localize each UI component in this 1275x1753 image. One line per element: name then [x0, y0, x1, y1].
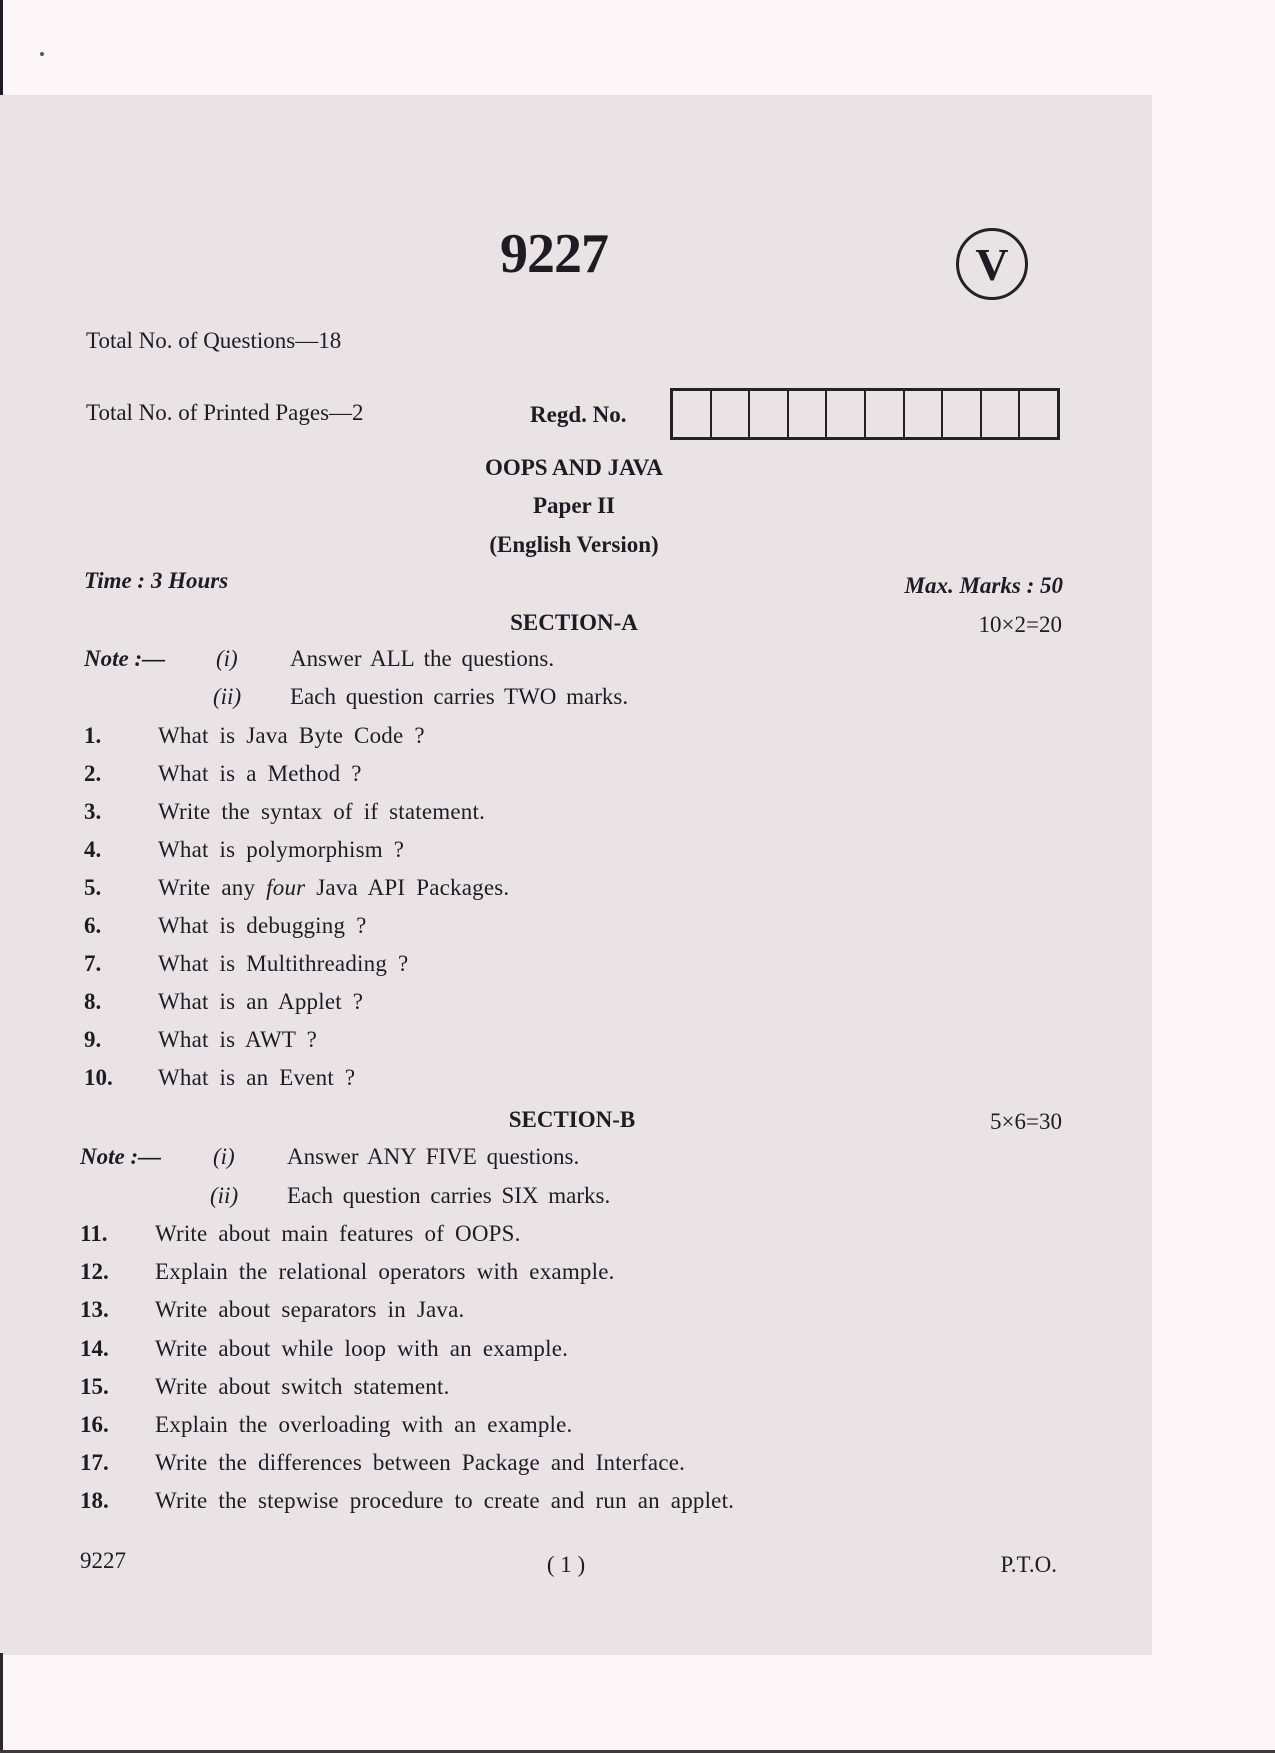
regd-no-label: Regd. No.: [530, 402, 627, 427]
note-text: Each question carries TWO marks.: [290, 684, 629, 709]
regd-no-box[interactable]: [789, 391, 828, 437]
subject-title: OOPS AND JAVA: [484, 455, 664, 480]
regd-no-box[interactable]: [943, 391, 982, 437]
pto-label: P.T.O.: [1000, 1552, 1057, 1577]
question-text: Write about main features of OOPS.: [155, 1221, 521, 1246]
version-label: (English Version): [489, 532, 659, 557]
note-num: (i): [216, 646, 238, 671]
scan-edge: [0, 0, 3, 95]
regd-no-box[interactable]: [712, 391, 751, 437]
question-text: Write the syntax of if statement.: [158, 799, 486, 824]
regd-no-box[interactable]: [1020, 391, 1057, 437]
note-text: Answer ALL the questions.: [290, 646, 555, 671]
question-number: 14.: [80, 1336, 109, 1361]
question-number: 7.: [84, 951, 102, 976]
question-number: 4.: [84, 837, 102, 862]
question-text: Explain the relational operators with example.: [155, 1259, 615, 1284]
scan-speck: [40, 52, 44, 56]
question-text: Write about while loop with an example.: [155, 1336, 569, 1361]
note-num: (ii): [213, 684, 242, 709]
question-text: What is an Applet ?: [158, 989, 364, 1014]
series-letter: V: [975, 238, 1009, 290]
question-number: 9.: [84, 1027, 102, 1052]
question-text-emphasis: four: [266, 875, 306, 900]
section-a-note-label: Note :—: [84, 646, 166, 671]
question-number: 10.: [84, 1065, 113, 1090]
question-text: What is polymorphism ?: [158, 837, 405, 862]
question-text: Explain the overloading with an example.: [155, 1412, 573, 1437]
time-allowed: Time : 3 Hours: [84, 568, 229, 593]
regd-no-box[interactable]: [982, 391, 1021, 437]
question-number: 13.: [80, 1297, 109, 1322]
question-number: 11.: [80, 1221, 108, 1246]
question-number: 16.: [80, 1412, 109, 1437]
question-text: What is AWT ?: [158, 1027, 318, 1052]
page-number: ( 1 ): [546, 1552, 586, 1577]
question-text: What is debugging ?: [158, 913, 367, 938]
question-number: 18.: [80, 1488, 109, 1513]
question-text: Write the stepwise procedure to create and run an applet.: [155, 1488, 735, 1513]
section-b-marks: 5×6=30: [990, 1109, 1062, 1134]
question-number: 6.: [84, 913, 102, 938]
regd-no-box[interactable]: [673, 391, 712, 437]
question-number: 12.: [80, 1259, 109, 1284]
question-text-part: Java API Packages.: [316, 875, 510, 900]
question-text: What is Multithreading ?: [158, 951, 409, 976]
question-text: What is a Method ?: [158, 761, 362, 786]
note-text: Each question carries SIX marks.: [287, 1183, 611, 1208]
question-text: Write the differences between Package and Interface.: [155, 1450, 686, 1475]
note-num: (ii): [210, 1183, 239, 1208]
section-a-title: SECTION-A: [510, 610, 638, 635]
question-number: 17.: [80, 1450, 109, 1475]
question-number: 5.: [84, 875, 102, 900]
paper-number: Paper II: [533, 493, 615, 518]
question-text: [158, 875, 509, 901]
regd-no-box[interactable]: [905, 391, 944, 437]
series-badge-circle-icon: [956, 228, 1028, 300]
question-text: Write about switch statement.: [155, 1374, 450, 1399]
max-marks: Max. Marks : 50: [904, 573, 1063, 598]
paper-code: 9227: [500, 223, 608, 285]
regd-no-box[interactable]: [827, 391, 866, 437]
question-text: Write about separators in Java.: [155, 1297, 465, 1322]
question-number: 2.: [84, 761, 102, 786]
note-num: (i): [213, 1144, 235, 1169]
question-text: What is Java Byte Code ?: [158, 723, 425, 748]
question-text: What is an Event ?: [158, 1065, 356, 1090]
section-b-title: SECTION-B: [508, 1107, 636, 1132]
question-text-part: Write any: [158, 875, 256, 900]
regd-no-box[interactable]: [866, 391, 905, 437]
note-text: Answer ANY FIVE questions.: [287, 1144, 580, 1169]
total-pages: Total No. of Printed Pages—2: [86, 400, 364, 425]
regd-no-box[interactable]: [750, 391, 789, 437]
question-number: 8.: [84, 989, 102, 1014]
regd-no-input-grid[interactable]: [670, 388, 1060, 440]
scan-edge: [0, 1653, 3, 1753]
section-b-note-label: Note :—: [80, 1144, 162, 1169]
footer-paper-code: 9227: [80, 1548, 126, 1573]
section-a-marks: 10×2=20: [978, 612, 1062, 637]
question-number: 3.: [84, 799, 102, 824]
question-number: 15.: [80, 1374, 109, 1399]
question-number: 1.: [84, 723, 102, 748]
total-questions: Total No. of Questions—18: [86, 328, 342, 353]
